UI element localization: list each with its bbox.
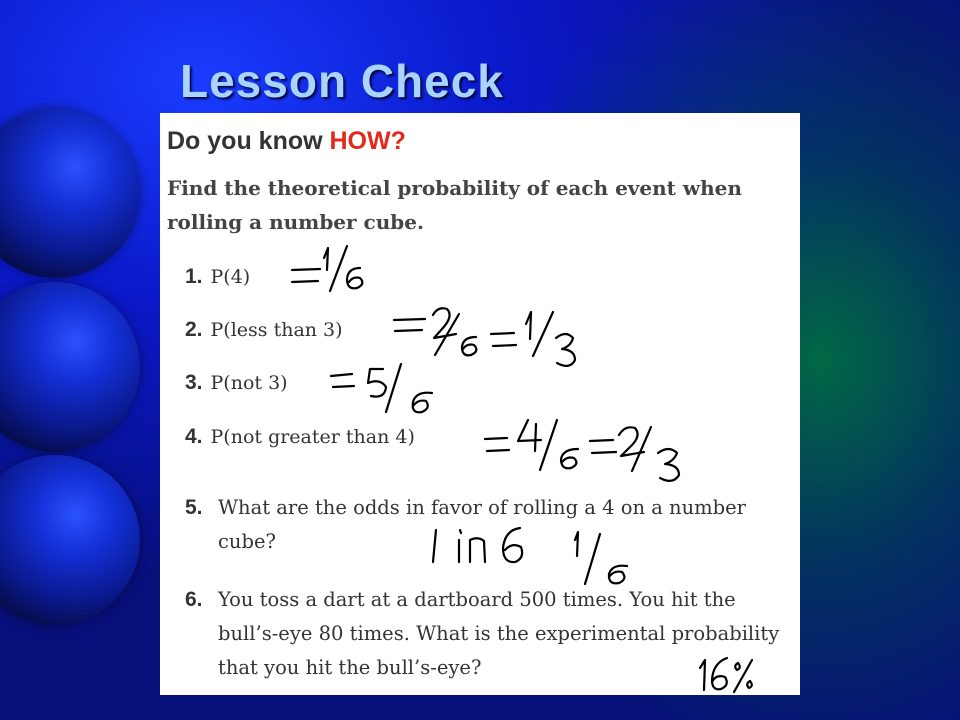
decorative-sphere-bottom [0, 455, 140, 625]
question-number: 6. [185, 588, 203, 611]
question-text: P(4) [210, 266, 251, 288]
question-4 [185, 425, 415, 449]
question-number: 1. [185, 265, 203, 288]
worksheet-card [160, 113, 800, 695]
question-text: You toss a dart at a dartboard 500 times. You hit the bull’s-eye 80 times. What is the experimental probability that you hit the bull’s-eye? [218, 588, 780, 679]
question-1 [185, 265, 250, 289]
question-6 [185, 583, 795, 685]
question-5 [185, 491, 795, 559]
question-3 [185, 371, 288, 395]
decorative-sphere-middle [0, 282, 140, 452]
question-text: What are the odds in favor of rolling a 4 on a number cube? [218, 496, 746, 553]
question-number: 5. [185, 496, 203, 519]
question-text: P(not greater than 4) [210, 426, 415, 448]
question-number: 3. [185, 371, 203, 394]
question-2 [185, 318, 343, 342]
question-text: P(not 3) [210, 372, 288, 394]
question-number: 2. [185, 318, 203, 341]
decorative-sphere-top [0, 108, 140, 278]
section-lead: Do you know [167, 127, 330, 155]
question-number: 4. [185, 425, 203, 448]
question-text: P(less than 3) [210, 319, 343, 341]
section-emphasis: HOW? [329, 127, 406, 155]
slide-title: Lesson Check [180, 55, 504, 107]
section-heading [167, 127, 406, 156]
instruction-text: Find the theoretical probability of each event when rolling a number cube. [167, 176, 742, 234]
